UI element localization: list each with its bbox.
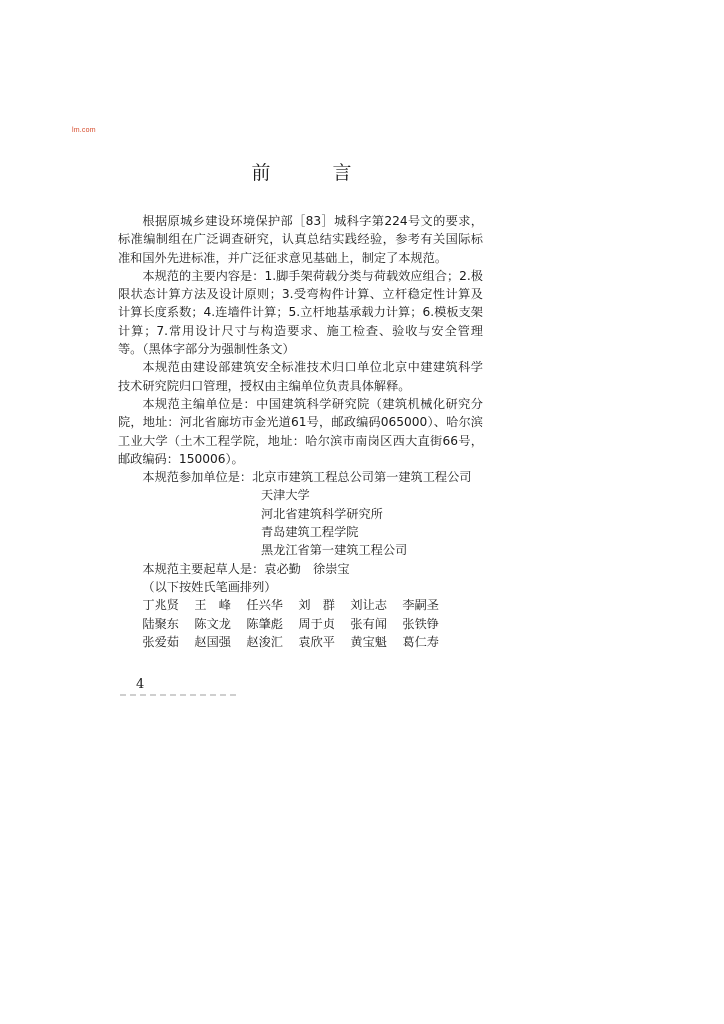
drafter-name: 张爱茹 (142, 634, 179, 649)
participant-unit: 青岛建筑工程学院 (261, 525, 359, 540)
drafter-name: 刘 群 (298, 598, 335, 613)
drafter-name: 张铁铮 (402, 616, 439, 631)
participant-unit: 黑龙江省第一建筑工程公司 (261, 543, 408, 558)
drafter-name (454, 596, 506, 614)
participant-unit: 北京市建筑工程总公司第一建筑工程公司 (252, 470, 472, 485)
drafters-section (118, 560, 483, 651)
drafter-name: 王 峰 (194, 598, 231, 613)
drafter-name: 张有闻 (350, 616, 387, 631)
paragraph-main-content: 本规范的主要内容是：1.脚手架荷载分类与荷载效应组合；2.极限状态计算方法及设计原则；3.受弯构件计算、立杆稳定性计算及计算长度系数；4.连墙件计算；5.立杆地基承载力计算；6.模板支架计算；7.常用设计尺寸与构造要求、施工检查、验收与安全管理等。（黑体字部分为强制性条文） (118, 268, 483, 357)
participants-lead: 本规范参加单位是： (142, 470, 253, 485)
participants-list (118, 486, 483, 559)
drafter-name: 陆聚东 (142, 616, 179, 631)
drafter-name: 周于贞 (298, 616, 335, 631)
main-drafters: 本规范主要起草人是：袁必勤 徐崇宝 (142, 561, 350, 576)
drafter-name: 袁欣平 (298, 634, 335, 649)
footer-divider (120, 694, 240, 696)
drafter-names (118, 596, 483, 651)
drafter-name: 刘让志 (350, 598, 387, 613)
drafter-name: 任兴华 (246, 598, 283, 613)
drafter-name: 李嗣圣 (402, 598, 439, 613)
participant-unit: 河北省建筑科学研究所 (261, 506, 383, 521)
drafters-note: （以下按姓氏笔画排列） (142, 579, 277, 594)
drafter-name: 葛仁寿 (402, 634, 439, 649)
drafter-name: 赵浚汇 (246, 634, 283, 649)
watermark-text: lm.com (72, 127, 96, 134)
drafter-name: 陈文龙 (194, 616, 231, 631)
drafter-name: 陈肇彪 (246, 616, 283, 631)
drafter-name (454, 633, 506, 651)
page-number: 4 (136, 677, 145, 692)
drafter-name (454, 615, 506, 633)
page-title: 前 言 (251, 162, 380, 184)
participants-row (118, 468, 483, 486)
drafter-name: 赵国强 (194, 634, 231, 649)
drafter-name: 丁兆贤 (142, 598, 179, 613)
participant-unit: 天津大学 (261, 488, 310, 503)
paragraph-management: 本规范由建设部建筑安全标准技术归口单位北京中建建筑科学技术研究院归口管理，授权由主编单位负责具体解释。 (118, 360, 483, 393)
drafter-name: 黄宝魁 (350, 634, 387, 649)
paragraph-basis: 根据原城乡建设环境保护部［83］城科字第224号文的要求，标准编制组在广泛调查研究，认真总结实践经验，参考有关国际标准和国外先进标准，并广泛征求意见基础上，制定了本规范。 (118, 214, 483, 265)
document-body (118, 212, 483, 651)
paragraph-chief-editor: 本规范主编单位是：中国建筑科学研究院（建筑机械化研究分院，地址：河北省廊坊市金光道61号，邮政编码065000）、哈尔滨工业大学（土木工程学院，地址：哈尔滨市南岗区西大直街66号，邮政编码：150006）。 (118, 396, 483, 466)
